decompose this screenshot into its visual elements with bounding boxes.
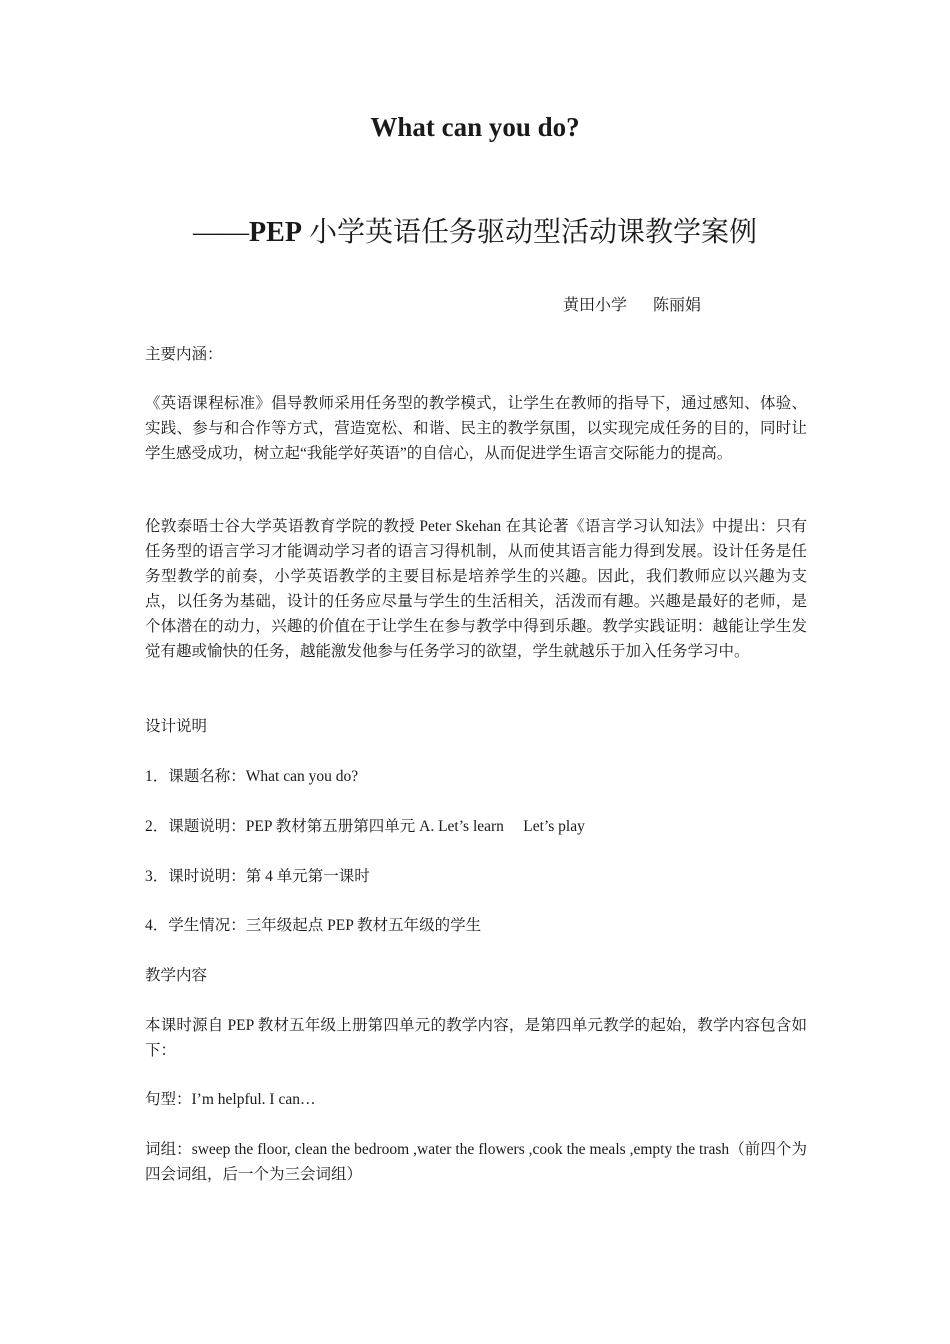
document-title: What can you do?: [370, 112, 580, 142]
design-item-3: 3．课时说明：第 4 单元第一课时: [145, 868, 370, 885]
subtitle-pep: PEP: [249, 217, 302, 248]
design-item-4: 4．学生情况：三年级起点 PEP 教材五年级的学生: [145, 917, 482, 934]
document-subtitle: [0, 210, 950, 250]
author-line: [563, 292, 701, 315]
author-school: 黄田小学: [563, 297, 628, 314]
design-item-2: 2．课题说明：PEP 教材第五册第四单元 A. Let’s learn Let’s play: [145, 818, 585, 835]
paragraph-teaching-content: 本课时源自 PEP 教材五年级上册第四单元的教学内容，是第四单元教学的起始，教学内容包含如下：: [145, 1017, 807, 1059]
design-item-1: 1．课题名称：What can you do?: [145, 768, 359, 785]
paragraph-skehan: 伦敦泰晤士谷大学英语教育学院的教授 Peter Skehan 在其论著《语言学习认知法》中提出：只有任务型的语言学习才能调动学习者的语言习得机制，从而使其语言能力得到发展。设计任务是任务型教学的前奏，小学英语教学的主要目标是培养学生的兴趣。因此，我们教师应以兴趣为支点，以任务为基础，设计的任务应尽量与学生的生活相关，活泼而有趣。兴趣是最好的老师，是个体潜在的动力，兴趣的价值在于让学生在参与教学中得到乐趣。教学实践证明：越能让学生发觉有趣或愉快的任务，越能激发他参与任务学习的欲望，学生就越乐于加入任务学习中。: [145, 518, 807, 660]
author-name: 陈丽娟: [653, 297, 702, 314]
heading-design: 设计说明: [145, 718, 208, 735]
sentence-pattern: 句型：I’m helpful. I can…: [145, 1091, 316, 1108]
paragraph-curriculum-standard: 《英语课程标准》倡导教师采用任务型的教学模式，让学生在教师的指导下，通过感知、体验、实践、参与和合作等方式，营造宽松、和谐、民主的教学氛围，以实现完成任务的目的，同时让学生感受成功，树立起“我能学好英语”的自信心，从而促进学生语言交际能力的提高。: [145, 395, 807, 462]
subtitle-dash: ——: [193, 217, 250, 248]
subtitle-text: 小学英语任务驱动型活动课教学案例: [301, 217, 757, 248]
heading-teaching-content: 教学内容: [145, 967, 208, 984]
heading-main-content: 主要内涵：: [145, 346, 223, 363]
phrase-list: 词组：sweep the floor, clean the bedroom ,water the flowers ,cook the meals ,empty the trash（前四个为四会词组，后一个为三会词组）: [145, 1141, 807, 1183]
